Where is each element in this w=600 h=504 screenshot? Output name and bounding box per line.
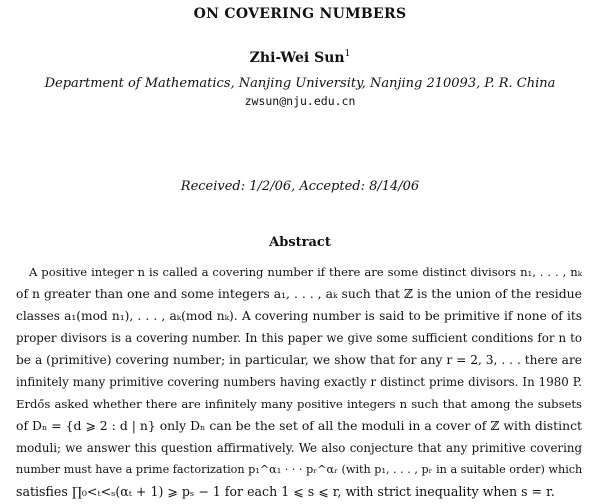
author-affiliation: Department of Mathematics, Nanjing University, Nanjing 210093, P. R. China xyxy=(44,76,556,91)
abstract-heading: Abstract xyxy=(269,235,331,250)
abstract-line: moduli; we answer this question affirmatively. We also conjecture that any primitive covering xyxy=(16,441,582,455)
received-accepted-dates: Received: 1/2/06, Accepted: 8/14/06 xyxy=(180,179,420,194)
abstract-line: A positive integer n is called a covering number if there are some distinct divisors n₁, . . . , nₖ xyxy=(29,265,582,279)
abstract-line: infinitely many primitive covering numbers having exactly r distinct prime divisors. In 1980 P. xyxy=(16,375,582,389)
abstract-line: of Dₙ = {d ⩾ 2 : d | n} only Dₙ can be the set of all the moduli in a cover of ℤ with distinct xyxy=(16,418,582,433)
abstract-body xyxy=(0,261,600,504)
abstract-line: number must have a prime factorization p₁^α₁ · · · pᵣ^αᵣ (with p₁, . . . , pᵣ in a suitable order) which xyxy=(16,463,583,476)
author-line xyxy=(0,49,600,66)
abstract-line: Erdős asked whether there are infinitely many positive integers n such that among the subsets xyxy=(16,397,582,411)
abstract-line: classes a₁(mod n₁), . . . , aₖ(mod nₖ). A covering number is said to be primitive if none of its xyxy=(16,309,582,323)
abstract-line: be a (primitive) covering number; in particular, we show that for any r = 2, 3, . . . there are xyxy=(16,353,582,367)
author-name: Zhi-Wei Sun xyxy=(249,50,345,66)
paper-title: ON COVERING NUMBERS xyxy=(193,6,407,22)
author-email: zwsun@nju.edu.cn xyxy=(244,94,356,108)
abstract-line: satisfies ∏₀<ₜ<ₛ(αₜ + 1) ⩾ pₛ − 1 for each 1 ⩽ s ⩽ r, with strict inequality when s = r. xyxy=(16,484,555,499)
abstract-line: of n greater than one and some integers a₁, . . . , aₖ such that ℤ is the union of the residue xyxy=(16,286,582,301)
author-footnote-mark: 1 xyxy=(344,49,351,59)
abstract-line: proper divisors is a covering number. In this paper we give some sufficient conditions for n to xyxy=(16,331,582,345)
